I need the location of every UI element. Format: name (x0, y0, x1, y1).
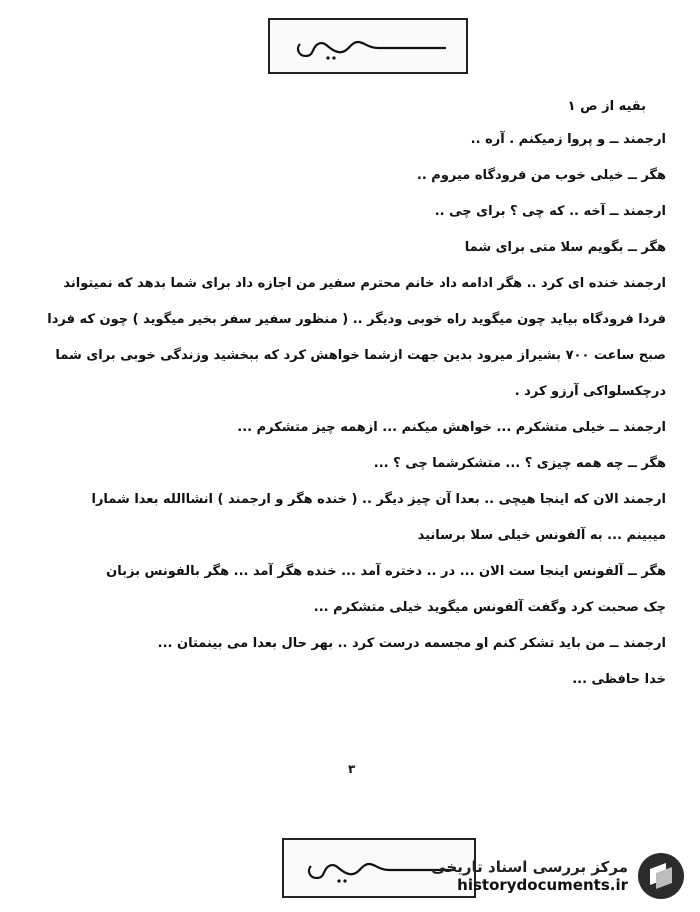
document-body (38, 92, 666, 698)
watermark-title: مرکز بررسی اسناد تاریخی (431, 858, 628, 876)
dialogue-line: چک صحبت کرد وگفت آلفونس میگوید خیلی متشکرم ... (313, 600, 666, 615)
classification-stamp-top (268, 18, 468, 74)
dialogue-line: هگر ــ بگویم سلا متی برای شما (464, 240, 666, 255)
dialogue-line: ارجمند خنده ای کرد .. هگر ادامه داد خانم محترم سفیر من اجازه داد برای شما بدهد که نمیتواند (63, 276, 666, 291)
dialogue-line: هگر ــ چه همه چیزی ؟ ... متشکرشما چی ؟ ... (373, 456, 666, 471)
dialogue-line: ارجمند ــ من باید تشکر کنم او مجسمه درست کرد .. بهر حال بعدا می بینمتان ... (157, 636, 666, 651)
dialogue-line: میبینم ... به آلفونس خیلی سلا برسانید (417, 528, 666, 543)
watermark-text (431, 858, 628, 894)
dialogue-line: ارجمند ــ خیلی متشکرم ... خواهش میکنم ... ازهمه چیز متشکرم ... (237, 420, 666, 435)
continuation-note: بقیه از ص ۱ (567, 99, 646, 114)
dialogue-line: صبح ساعت ۷۰۰ بشیراز میرود بدین جهت ازشما خواهش کرد که ببخشید وزندگی خوبی برای شما (55, 348, 666, 363)
dialogue-line: هگر ــ خیلی خوب من فرودگاه میروم .. (416, 168, 666, 183)
dialogue-line: هگر ــ آلفونس اینجا ست الان ... در .. دختره آمد ... خنده هگر آمد ... هگر بالفونس بزبان (106, 564, 666, 579)
archive-logo-icon (636, 851, 686, 901)
watermark-url: historydocuments.ir (457, 876, 628, 894)
dialogue-line: درچکسلواکی آرزو کرد . (514, 384, 666, 399)
closing-line: خدا حافظی ... (572, 672, 666, 687)
dialogue-line: ارجمند ــ و پروا زمیکنم . آره .. (470, 132, 666, 147)
dialogue-line: فردا فرودگاه بیاید چون میگوید راه خوبی ودیگر .. ( منظور سفیر سفر بخیر میگوید ) چون که فردا (47, 312, 666, 327)
secret-stamp-glyph (278, 26, 458, 66)
page-number: ۳ (348, 762, 356, 776)
dialogue-line: ارجمند ــ آخه .. که چی ؟ برای چی .. (434, 204, 666, 219)
dialogue-line: ارجمند الان که اینجا هیچی .. بعدا آن چیز دیگر .. ( خنده هگر و ارجمند ) انشاالله بعدا شمارا (91, 492, 666, 507)
archive-watermark (396, 846, 686, 906)
